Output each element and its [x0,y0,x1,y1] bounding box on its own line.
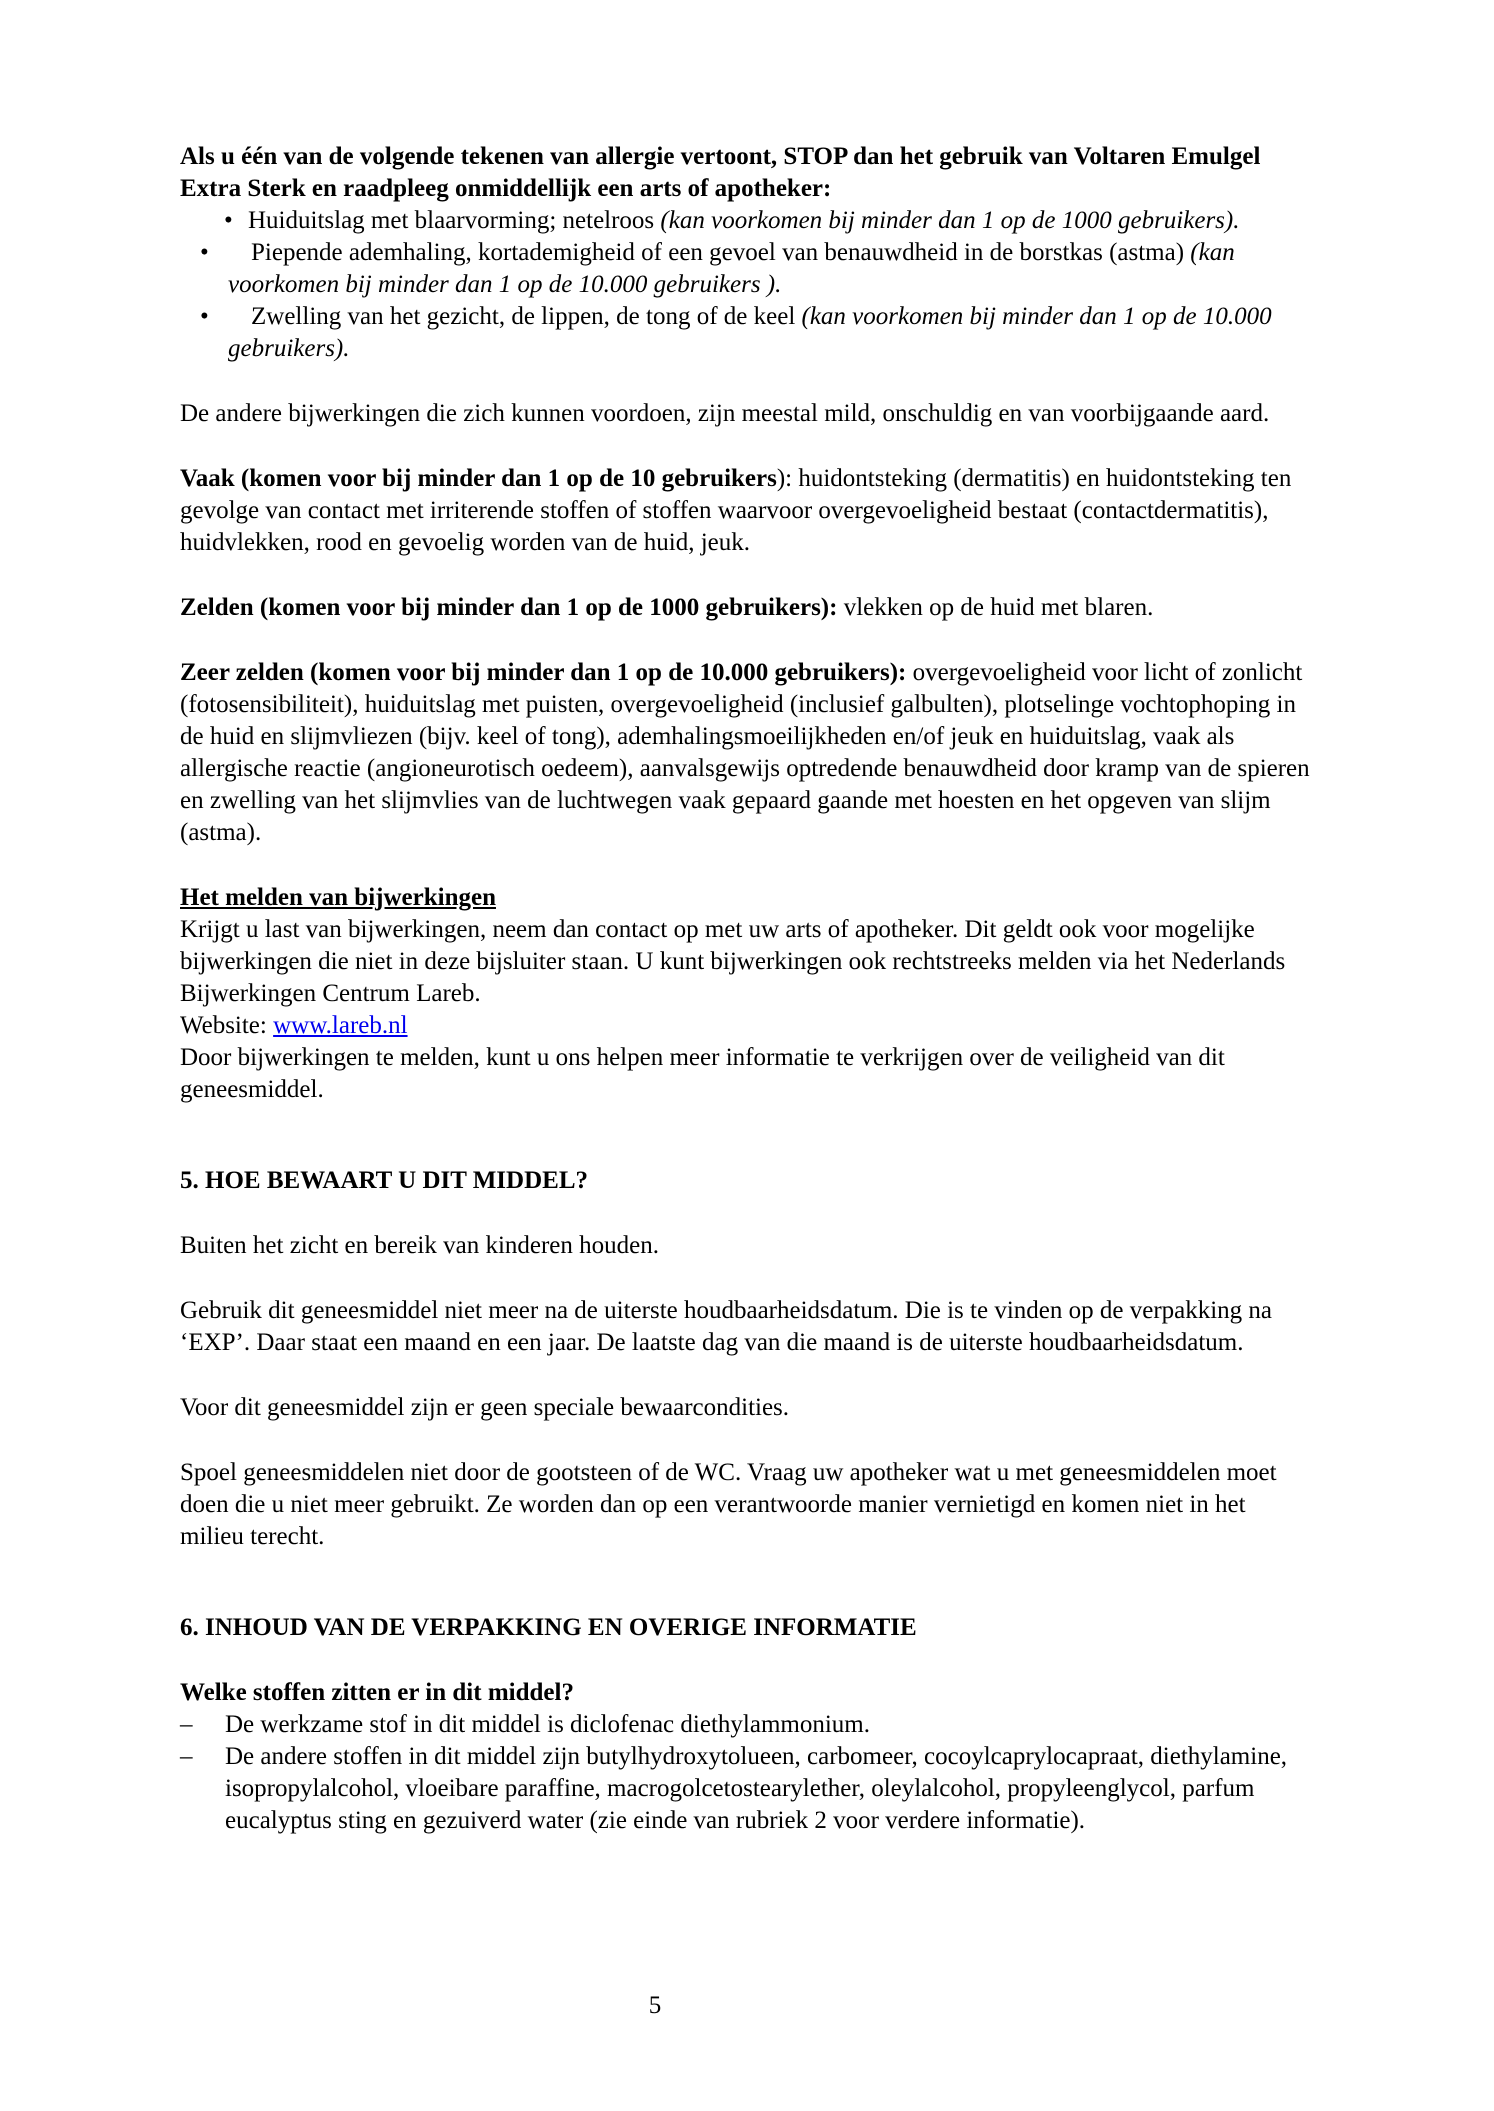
list-item-text: De andere stoffen in dit middel zijn butylhydroxytolueen, carbomeer, cocoylcaprylocapraat, diethylamine, isopropylalcohol, vloeibare paraffine, macrogolcetostearylether, oleylalcohol, propyleenglycol, parfum eucalyptus sting en gezuiverd water (zie einde van rubriek 2 voor verdere informatie). [225,1743,1288,1834]
list-item [180,301,1310,365]
page-content [180,141,1310,1837]
list-item [180,1741,1310,1837]
storage-paragraph: Buiten het zicht en bereik van kinderen houden. [180,1232,660,1259]
allergy-warning-heading: Als u één van de volgende tekenen van allergie vertoont, STOP dan het gebruik van Voltaren Emulgel Extra Sterk en raadpleeg onmiddellijk een arts of apotheker: [180,143,1261,202]
bullet-icon: • [224,207,233,234]
list-item [180,205,1310,237]
storage-paragraph: Spoel geneesmiddelen niet door de gootsteen of de WC. Vraag uw apotheker wat u met geneesmiddelen moet doen die u niet meer gebruikt. Ze worden dan op een verantwoorde manier vernietigd en komen niet in het milieu terecht. [180,1459,1277,1550]
frequency-text: ): huidontsteking (dermatitis) en huidontsteking ten gevolge van contact met irriterende stoffen of stoffen waarvoor overgevoeligheid bestaat (contactdermatitis), huidvlekken, rood en gevoelig worden van de huid, jeuk. [180,465,1292,556]
website-label: Website: [180,1012,274,1039]
frequency-zeer-zelden-paragraph [180,657,1310,849]
list-item-frequency: (kan voorkomen bij minder dan 1 op de 10.000 gebruikers). [228,303,1272,362]
storage-paragraph: Gebruik dit geneesmiddel niet meer na de uiterste houdbaarheidsdatum. Die is te vinden op de verpakking na ‘EXP’. Daar staat een maand en een jaar. De laatste dag van die maand is de uiterste houdbaarheidsdatum. [180,1297,1273,1356]
list-item-text: De werkzame stof in dit middel is diclofenac diethylammonium. [225,1711,870,1738]
list-item-frequency: (kan voorkomen bij minder dan 1 op de 10.000 gebruikers ). [228,239,1235,298]
list-item [180,237,1310,301]
frequency-label: Zelden (komen voor bij minder dan 1 op de 1000 gebruikers): [180,594,838,621]
frequency-text: vlekken op de huid met blaren. [837,594,1154,621]
section-5-title: 5. HOE BEWAART U DIT MIDDEL? [180,1167,588,1194]
page-number: 5 [648,1992,662,2019]
bullet-icon: • [200,303,209,330]
reporting-body: Krijgt u last van bijwerkingen, neem dan contact op met uw arts of apotheker. Dit geldt ook voor mogelijke bijwerkingen die niet in deze bijsluiter staan. U kunt bijwerkingen ook rechtstreeks melden via het Nederlands Bijwerkingen Centrum Lareb. [180,916,1286,1007]
lareb-link[interactable]: www.lareb.nl [273,1012,408,1039]
list-item-text: Zwelling van het gezicht, de lippen, de tong of de keel [251,303,802,330]
list-item-text: Piepende ademhaling, kortademigheid of een gevoel van benauwdheid in de borstkas (astma) [251,239,1191,266]
frequency-text: overgevoeligheid voor licht of zonlicht (fotosensibiliteit), huiduitslag met puisten, overgevoeligheid (inclusief galbulten), plotselinge vochtophoping in de huid en slijmvliezen (bijv. keel of tong), ademhalingsmoeilijkheden en/of jeuk en huiduitslag, vaak als allergische reactie (angioneurotisch oedeem), aanvalsgewijs optredende benauwdheid door kramp van de spieren en zwelling van het slijmvlies van de luchtwegen vaak gepaard gaande met hoesten en het opgeven van slijm (astma). [180,659,1310,846]
ingredients-heading: Welke stoffen zitten er in dit middel? [180,1679,574,1706]
reporting-note: Door bijwerkingen te melden, kunt u ons helpen meer informatie te verkrijgen over de veiligheid van dit geneesmiddel. [180,1044,1225,1103]
dash-icon: – [180,1743,193,1770]
list-item-frequency: (kan voorkomen bij minder dan 1 op de 1000 gebruikers). [660,207,1240,234]
list-item-text: Huiduitslag met blaarvorming; netelroos [248,207,661,234]
bullet-icon: • [200,239,209,266]
storage-paragraph: Voor dit geneesmiddel zijn er geen speciale bewaarcondities. [180,1394,790,1421]
frequency-label: Zeer zelden (komen voor bij minder dan 1 op de 10.000 gebruikers): [180,659,907,686]
frequency-label: Vaak (komen voor bij minder dan 1 op de 10 gebruikers [180,465,777,492]
website-line [180,1010,1310,1042]
ingredients-list [180,1709,1310,1837]
dash-icon: – [180,1711,193,1738]
list-item [180,1709,1310,1741]
frequency-vaak-paragraph [180,463,1310,559]
reporting-heading: Het melden van bijwerkingen [180,884,496,911]
frequency-zelden-paragraph [180,592,1310,624]
allergy-symptom-list [180,205,1310,365]
section-6-title: 6. INHOUD VAN DE VERPAKKING EN OVERIGE INFORMATIE [180,1614,917,1641]
side-effects-intro: De andere bijwerkingen die zich kunnen voordoen, zijn meestal mild, onschuldig en van voorbijgaande aard. [180,400,1270,427]
